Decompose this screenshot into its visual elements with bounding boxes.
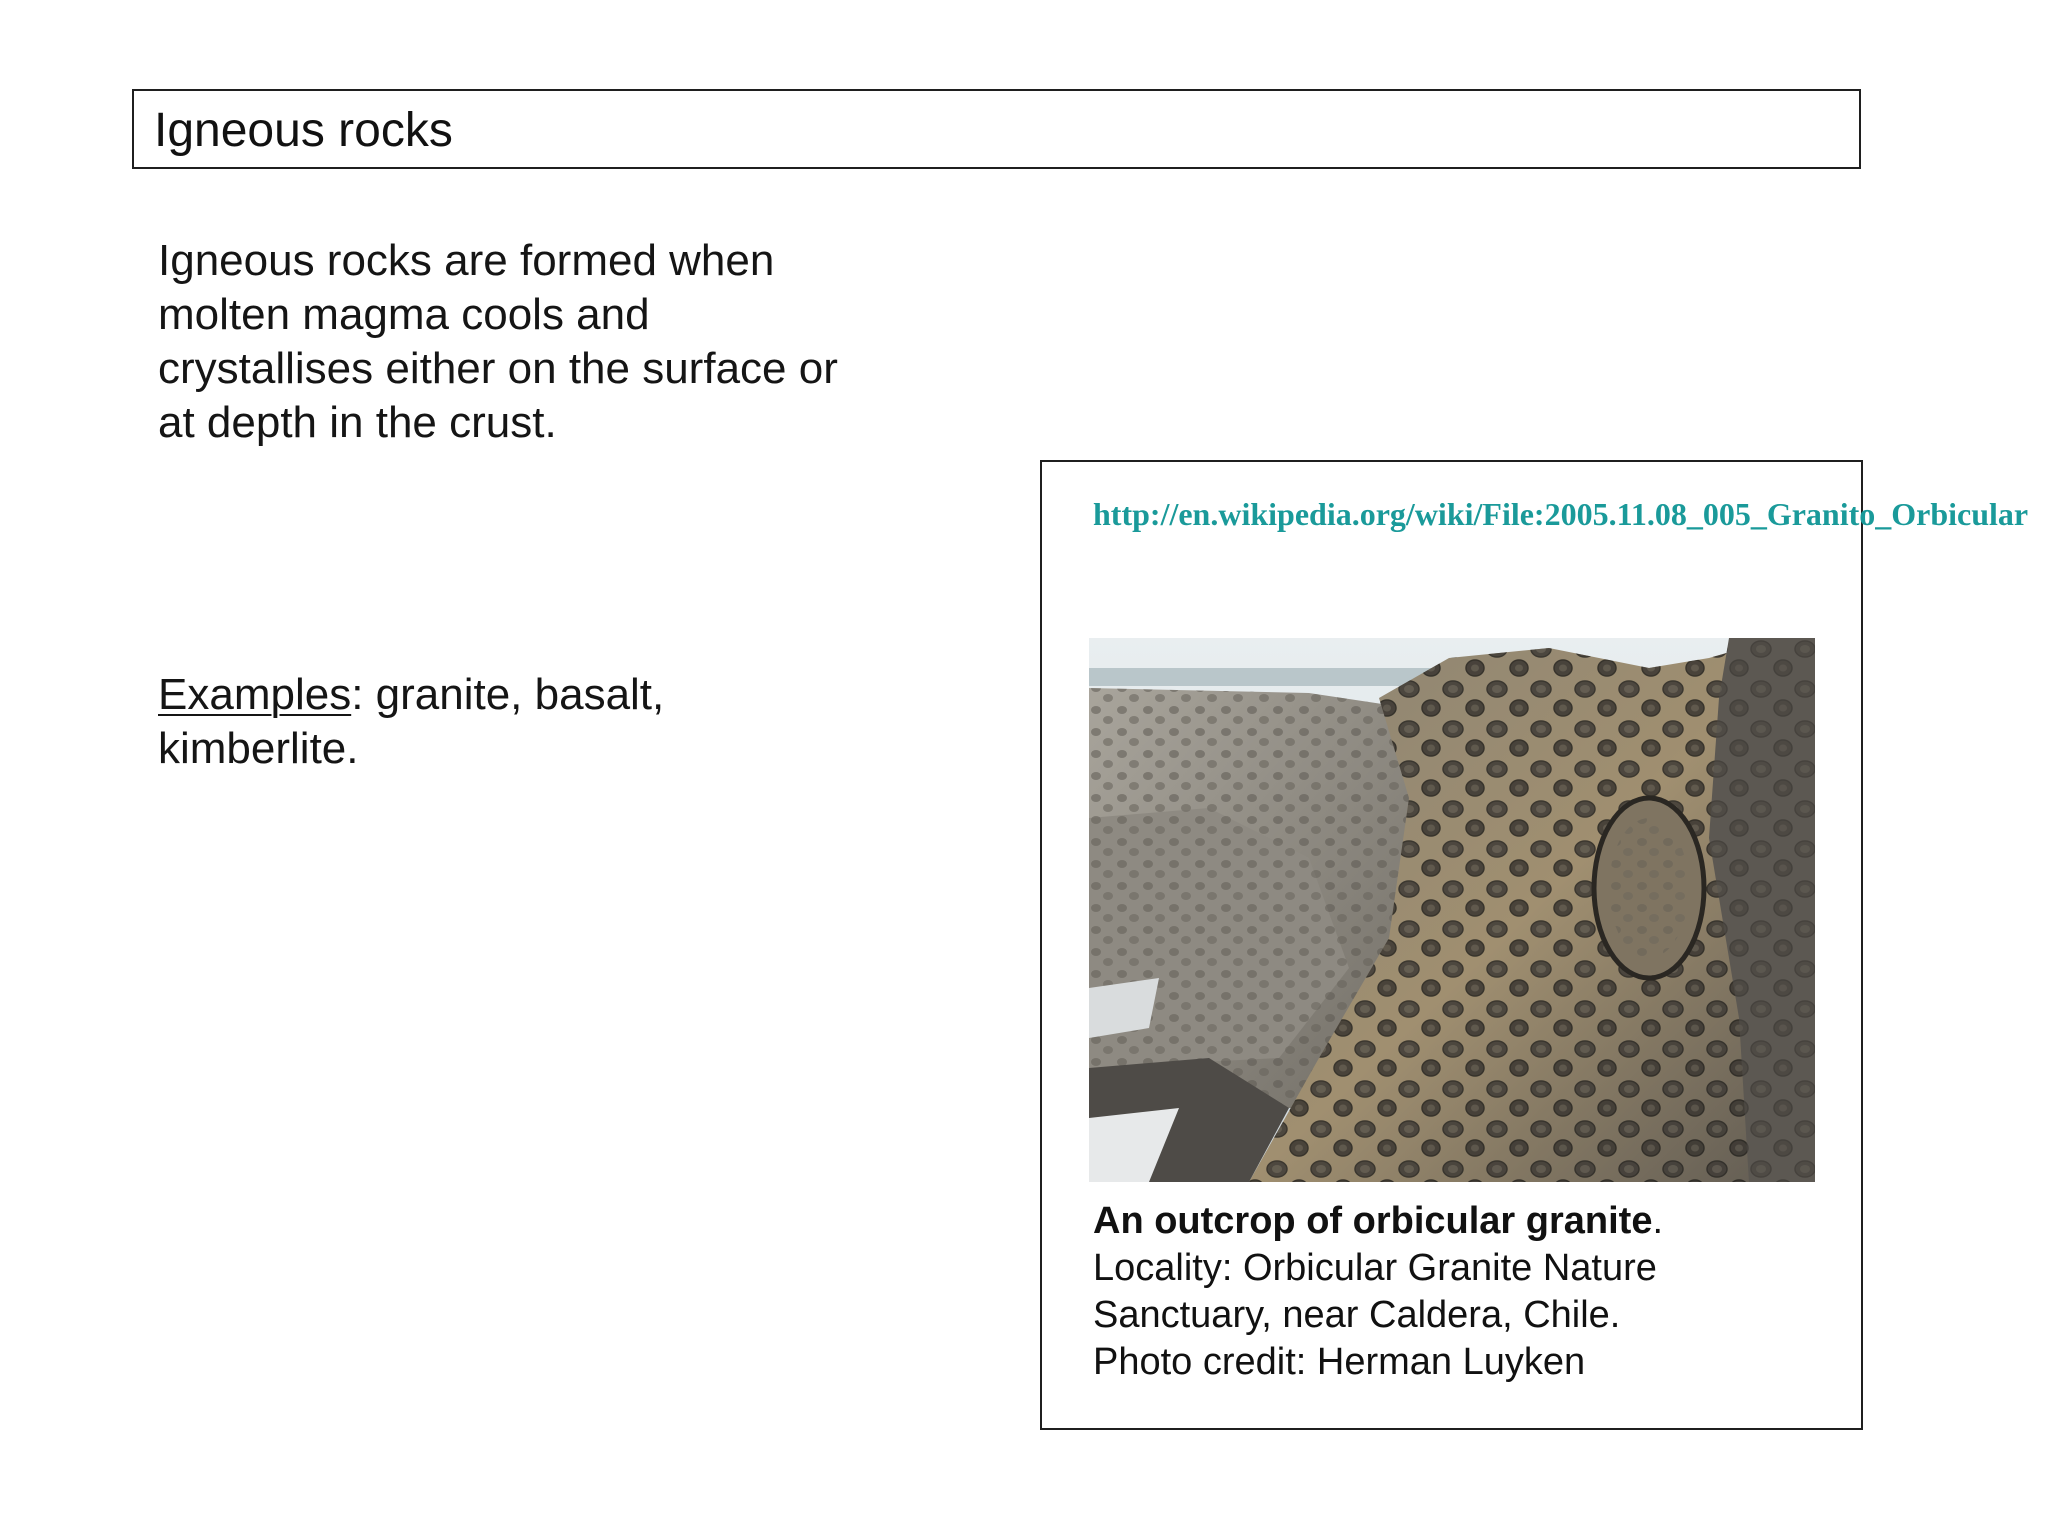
caption-line-1 bbox=[1093, 1198, 1833, 1245]
caption-line-2: Locality: Orbicular Granite Nature bbox=[1093, 1247, 1657, 1289]
granite-photo bbox=[1089, 638, 1815, 1182]
slide-title: Igneous rocks bbox=[154, 104, 453, 157]
source-link[interactable]: http://en.wikipedia.org/wiki/File:2005.11.08_005_Granito_Orbicular bbox=[1093, 496, 2029, 532]
examples-paragraph bbox=[158, 668, 858, 776]
body-paragraph: Igneous rocks are formed when molten magma cools and crystallises either on the surface or at depth in the crust. bbox=[158, 236, 838, 447]
examples-label: Examples bbox=[158, 670, 352, 719]
title-box bbox=[132, 89, 1861, 169]
caption-bold-suffix: . bbox=[1652, 1200, 1664, 1242]
granite-photo-image bbox=[1089, 638, 1815, 1182]
examples-text: : granite, basalt, kimberlite. bbox=[158, 670, 665, 773]
figure-caption bbox=[1093, 1198, 1833, 1386]
caption-bold: An outcrop of orbicular granite bbox=[1093, 1200, 1653, 1242]
caption-line-4: Photo credit: Herman Luyken bbox=[1093, 1341, 1586, 1383]
caption-line-3: Sanctuary, near Caldera, Chile. bbox=[1093, 1294, 1621, 1336]
